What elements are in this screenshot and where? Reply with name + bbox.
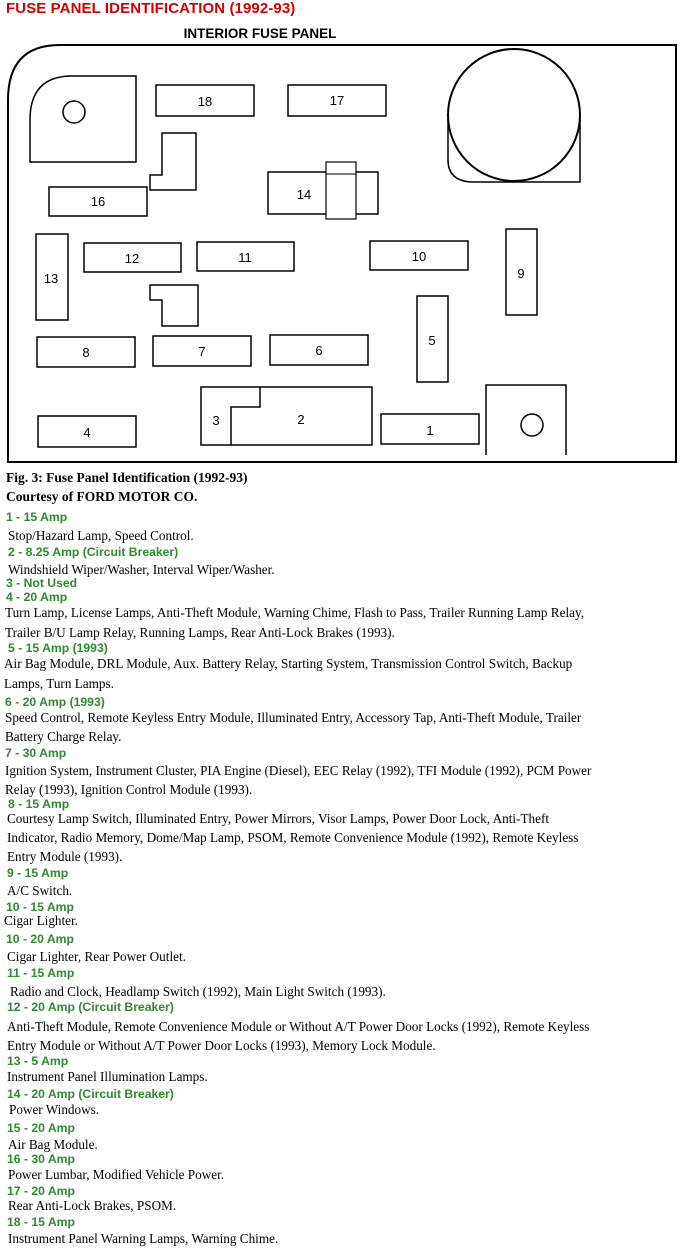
fuse-7-label: 7	[198, 344, 206, 359]
fuse-12-label: 12	[124, 251, 140, 266]
fuse-entry-description: Anti-Theft Module, Remote Convenience Module or Without A/T Power Door Locks (1992), Remote Keyless	[7, 1019, 590, 1034]
fuse-entry-description: Ignition System, Instrument Cluster, PIA Engine (Diesel), EEC Relay (1992), TFI Module (1992), PCM Power	[5, 763, 592, 778]
fuse-entry-heading: 9 - 15 Amp	[7, 866, 69, 880]
fuse-entry-heading: 4 - 20 Amp	[6, 590, 68, 604]
fuse-entry-heading: 14 - 20 Amp (Circuit Breaker)	[7, 1087, 174, 1101]
courtesy-caption: Courtesy of FORD MOTOR CO.	[6, 489, 198, 504]
fuse-3-label: 3	[212, 413, 220, 428]
fuse-entry-heading: 17 - 20 Amp	[7, 1184, 75, 1198]
fuse-6-label: 6	[315, 343, 323, 358]
fuse-4-label: 4	[83, 425, 91, 440]
fuse-entry-description: Rear Anti-Lock Brakes, PSOM.	[8, 1198, 177, 1213]
mounting-hole-bottom-right	[521, 414, 543, 436]
fuse-entry-heading: 2 - 8.25 Amp (Circuit Breaker)	[8, 545, 179, 559]
mounting-hole-top-left	[63, 101, 85, 123]
fuse-entry-description: Trailer B/U Lamp Relay, Running Lamps, Rear Anti-Lock Brakes (1993).	[5, 625, 395, 640]
fuse-entry-heading: 1 - 15 Amp	[6, 510, 68, 524]
fuse-entry-description: Relay (1993), Ignition Control Module (1993).	[5, 782, 253, 797]
fuse-11-label: 11	[238, 250, 252, 265]
relay-socket-middle	[150, 285, 198, 326]
fuse-8-label: 8	[82, 345, 90, 360]
fuse-entry-heading: 16 - 30 Amp	[7, 1152, 75, 1166]
fuse-entry-description: Entry Module or Without A/T Power Door Locks (1993), Memory Lock Module.	[7, 1038, 436, 1053]
fuse-14-breaker	[326, 162, 356, 219]
fuse-3-2-block	[201, 387, 372, 445]
fuse-entry-description: Indicator, Radio Memory, Dome/Map Lamp, PSOM, Remote Convenience Module (1992), Remote Keyless	[7, 830, 579, 845]
fuse-entry-heading: 5 - 15 Amp (1993)	[8, 641, 108, 655]
fuse-entry-description: Entry Module (1993).	[7, 849, 123, 864]
fuse-entry-description: Air Bag Module, DRL Module, Aux. Battery Relay, Starting System, Transmission Control Switch, Backup	[4, 656, 573, 671]
fuse-entry-description: Battery Charge Relay.	[5, 729, 122, 744]
fuse-10-label: 10	[411, 249, 427, 264]
page-title: FUSE PANEL IDENTIFICATION (1992-93)	[6, 0, 296, 17]
fuse-entry-description: Cigar Lighter, Rear Power Outlet.	[7, 949, 186, 964]
fuse-entry-description: Power Lumbar, Modified Vehicle Power.	[8, 1167, 225, 1182]
fuse-5-label: 5	[428, 333, 436, 348]
fuse-17-label: 17	[329, 93, 345, 108]
fuse-entry-description: Courtesy Lamp Switch, Illuminated Entry, Power Mirrors, Visor Lamps, Power Door Lock, Anti-Theft	[7, 811, 550, 826]
fuse-entry-description: Speed Control, Remote Keyless Entry Module, Illuminated Entry, Accessory Tap, Anti-Theft Module, Trailer	[5, 710, 582, 725]
fuse-entry-description: Turn Lamp, License Lamps, Anti-Theft Module, Warning Chime, Flash to Pass, Trailer Running Lamp Relay,	[5, 605, 585, 620]
fuse-entry-description: Power Windows.	[9, 1102, 100, 1117]
fuse-panel-diagram	[0, 22, 686, 467]
fuse-entry-heading: 13 - 5 Amp	[7, 1054, 69, 1068]
fuse-3-divider	[231, 387, 260, 445]
fuse-entry-heading: 12 - 20 Amp (Circuit Breaker)	[7, 1000, 174, 1014]
fuse-entry-description: Air Bag Module.	[8, 1137, 98, 1152]
fuse-entry-heading: 10 - 20 Amp	[6, 932, 74, 946]
fuse-18-label: 18	[197, 94, 213, 109]
fuse-entry-heading: 6 - 20 Amp (1993)	[5, 695, 105, 709]
panel-bottom-right-region	[486, 385, 566, 455]
fuse-entry-description: Radio and Clock, Headlamp Switch (1992), Main Light Switch (1993).	[10, 984, 386, 999]
fuse-entry-description: Instrument Panel Warning Lamps, Warning Chime.	[8, 1231, 279, 1246]
fuse-entry-description: Stop/Hazard Lamp, Speed Control.	[8, 528, 194, 543]
fuse-entry-heading: 8 - 15 Amp	[8, 797, 70, 811]
round-component-bracket	[448, 118, 580, 182]
fuse-entry-heading: 3 - Not Used	[6, 576, 78, 590]
fuse-entry-heading: 15 - 20 Amp	[7, 1121, 75, 1135]
fuse-entry-description: Windshield Wiper/Washer, Interval Wiper/Washer.	[8, 562, 275, 577]
diagram-heading: INTERIOR FUSE PANEL	[183, 26, 337, 41]
fuse-9-label: 9	[517, 266, 525, 281]
fuse-entry-heading: 7 - 30 Amp	[5, 746, 67, 760]
fuse-1-label: 1	[426, 423, 434, 438]
figure-caption: Fig. 3: Fuse Panel Identification (1992-93)	[6, 470, 248, 485]
relay-socket-upper	[150, 133, 196, 190]
fuse-2-label: 2	[297, 412, 305, 427]
fuse-14	[268, 172, 378, 214]
fuse-entry-heading: 18 - 15 Amp	[7, 1215, 75, 1229]
fuse-entry-heading: 11 - 15 Amp	[7, 966, 75, 980]
fuse-entry-description: A/C Switch.	[7, 883, 73, 898]
fuse-entry-description: Cigar Lighter.	[4, 913, 78, 928]
fuse-entry-description: Lamps, Turn Lamps.	[4, 676, 114, 691]
fuse-14-label: 14	[296, 187, 312, 202]
fuse-entry-heading: 10 - 15 Amp	[6, 900, 74, 914]
fuse-13-label: 13	[43, 271, 59, 286]
round-component	[448, 49, 580, 181]
fuse-16-label: 16	[90, 194, 106, 209]
fuse-entry-description: Instrument Panel Illumination Lamps.	[7, 1069, 208, 1084]
